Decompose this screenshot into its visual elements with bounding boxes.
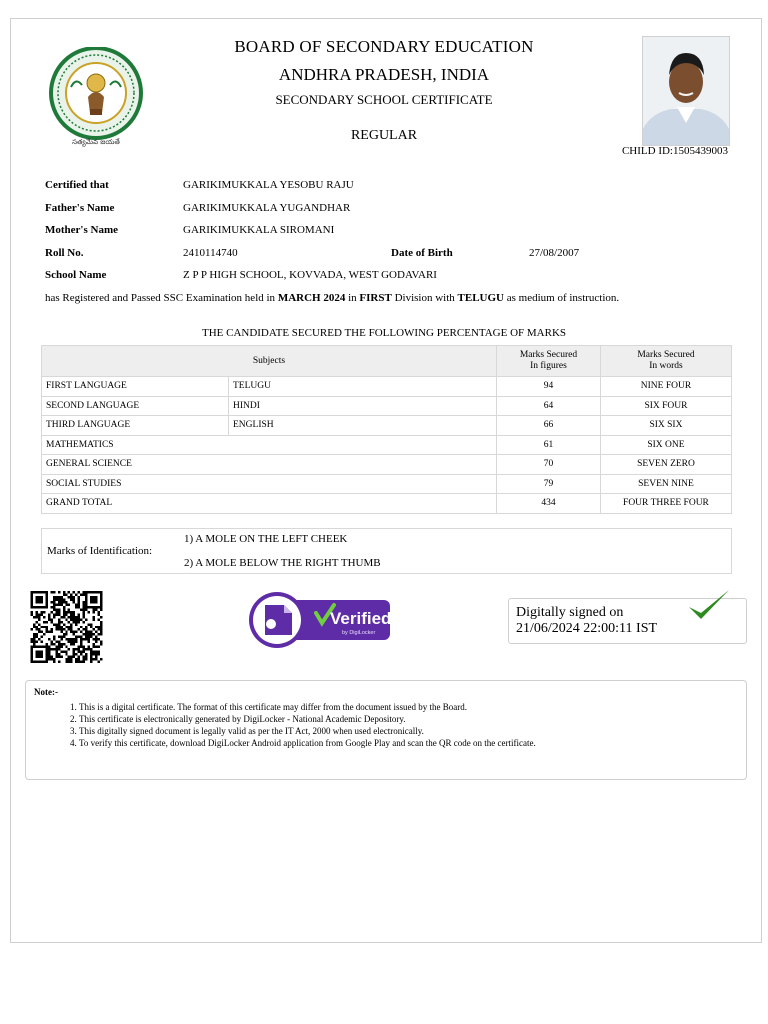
identification-label: Marks of Identification: xyxy=(47,545,153,557)
marks-title: THE CANDIDATE SECURED THE FOLLOWING PERCENTAGE OF MARKS xyxy=(201,327,567,339)
subject-cell: GRAND TOTAL xyxy=(42,494,497,514)
statement-text-2: in xyxy=(345,292,360,304)
figures-cell: 434 xyxy=(496,494,600,514)
list-item: 4. To verify this certificate, download DigiLocker Android application from Google Play and scan the QR code on the certificate. xyxy=(79,737,749,749)
candidate-name: GARIKIMUKKALA YESOBU RAJU xyxy=(183,179,354,191)
note-heading: Note:- xyxy=(34,687,58,697)
emblem-motto: సత్యమేవ జయతే xyxy=(72,138,120,146)
mother-name-label: Mother's Name xyxy=(45,224,119,236)
marks-table xyxy=(41,345,732,514)
subject-cell: MATHEMATICS xyxy=(42,435,497,455)
table-row xyxy=(42,396,732,416)
figures-cell: 61 xyxy=(496,435,600,455)
figures-cell: 66 xyxy=(496,416,600,436)
qr-code[interactable] xyxy=(28,591,105,663)
table-row xyxy=(42,416,732,436)
digilocker-verified-badge xyxy=(248,591,392,649)
candidate-photo xyxy=(642,36,730,146)
grand-total-row xyxy=(42,494,732,514)
dob: 27/08/2007 xyxy=(529,247,580,259)
table-row xyxy=(42,377,732,397)
marks-header-row xyxy=(42,346,732,377)
words-cell: SIX ONE xyxy=(600,435,731,455)
list-item: 3. This digitally signed document is legally valid as per the IT Act, 2000 when used electronically. xyxy=(79,725,749,737)
subject-cell: THIRD LANGUAGE xyxy=(42,416,229,436)
words-cell: SEVEN NINE xyxy=(600,474,731,494)
words-cell: FOUR THREE FOUR xyxy=(600,494,731,514)
statement-text-4: as medium of instruction. xyxy=(503,292,620,304)
note-box xyxy=(25,680,747,780)
note-list xyxy=(58,701,749,749)
digital-signature-box xyxy=(508,598,747,644)
list-item: 1. This is a digital certificate. The format of this certificate may differ from the document issued by the Board. xyxy=(79,701,749,713)
figures-cell: 70 xyxy=(496,455,600,475)
figures-header xyxy=(496,346,600,377)
words-cell: SEVEN ZERO xyxy=(600,455,731,475)
identification-mark-1: 1) A MOLE ON THE LEFT CHEEK xyxy=(184,533,348,545)
figures-cell: 64 xyxy=(496,396,600,416)
words-header-line1: Marks Secured xyxy=(637,350,695,360)
exam-session: MARCH 2024 xyxy=(277,292,346,304)
words-cell: NINE FOUR xyxy=(600,377,731,397)
school-name: Z P P HIGH SCHOOL, KOVVADA, WEST GODAVARI xyxy=(183,269,437,281)
identification-mark-2: 2) A MOLE BELOW THE RIGHT THUMB xyxy=(184,557,381,569)
words-header-line2: In words xyxy=(649,361,683,371)
checkmark-icon xyxy=(687,587,731,623)
subjects-header: Subjects xyxy=(42,346,497,377)
father-name-label: Father's Name xyxy=(45,202,115,214)
language-cell: ENGLISH xyxy=(229,416,497,436)
certificate-type: REGULAR xyxy=(350,128,418,143)
division: FIRST xyxy=(359,292,392,304)
figures-header-line2: In figures xyxy=(530,361,567,371)
statement-text-1: has Registered and Passed SSC Examination held in xyxy=(45,292,278,304)
subject-cell: FIRST LANGUAGE xyxy=(42,377,229,397)
child-id: CHILD ID:1505439003 xyxy=(621,145,728,157)
badge-sub-text: by DigiLocker xyxy=(342,630,376,636)
subject-cell: GENERAL SCIENCE xyxy=(42,455,497,475)
signed-label: Digitally signed on xyxy=(516,605,624,620)
table-row xyxy=(42,474,732,494)
words-cell: SIX SIX xyxy=(600,416,731,436)
dob-label: Date of Birth xyxy=(391,247,453,259)
figures-cell: 79 xyxy=(496,474,600,494)
badge-main-text: Verified xyxy=(330,609,392,628)
figures-header-line1: Marks Secured xyxy=(519,350,578,360)
board-state: ANDHRA PRADESH, INDIA xyxy=(278,65,490,84)
language-cell: HINDI xyxy=(229,396,497,416)
father-name: GARIKIMUKKALA YUGANDHAR xyxy=(183,202,351,214)
school-name-label: School Name xyxy=(45,269,107,281)
mother-name: GARIKIMUKKALA SIROMANI xyxy=(183,224,335,236)
list-item: 2. This certificate is electronically generated by DigiLocker - National Academic Depository. xyxy=(79,713,749,725)
roll-no-label: Roll No. xyxy=(45,247,84,259)
words-cell: SIX FOUR xyxy=(600,396,731,416)
roll-no: 2410114740 xyxy=(183,247,238,259)
statement-text-3: Division with xyxy=(391,292,458,304)
figures-cell: 94 xyxy=(496,377,600,397)
medium: TELUGU xyxy=(457,292,504,304)
table-row xyxy=(42,455,732,475)
subject-cell: SECOND LANGUAGE xyxy=(42,396,229,416)
signed-timestamp: 21/06/2024 22:00:11 IST xyxy=(516,621,658,636)
table-row xyxy=(42,435,732,455)
certified-label: Certified that xyxy=(45,179,109,191)
language-cell: TELUGU xyxy=(229,377,497,397)
certificate-title: SECONDARY SCHOOL CERTIFICATE xyxy=(275,92,493,107)
words-header xyxy=(600,346,731,377)
board-title: BOARD OF SECONDARY EDUCATION xyxy=(234,37,534,56)
identification-box xyxy=(41,528,732,574)
pass-statement xyxy=(45,292,619,304)
subject-cell: SOCIAL STUDIES xyxy=(42,474,497,494)
